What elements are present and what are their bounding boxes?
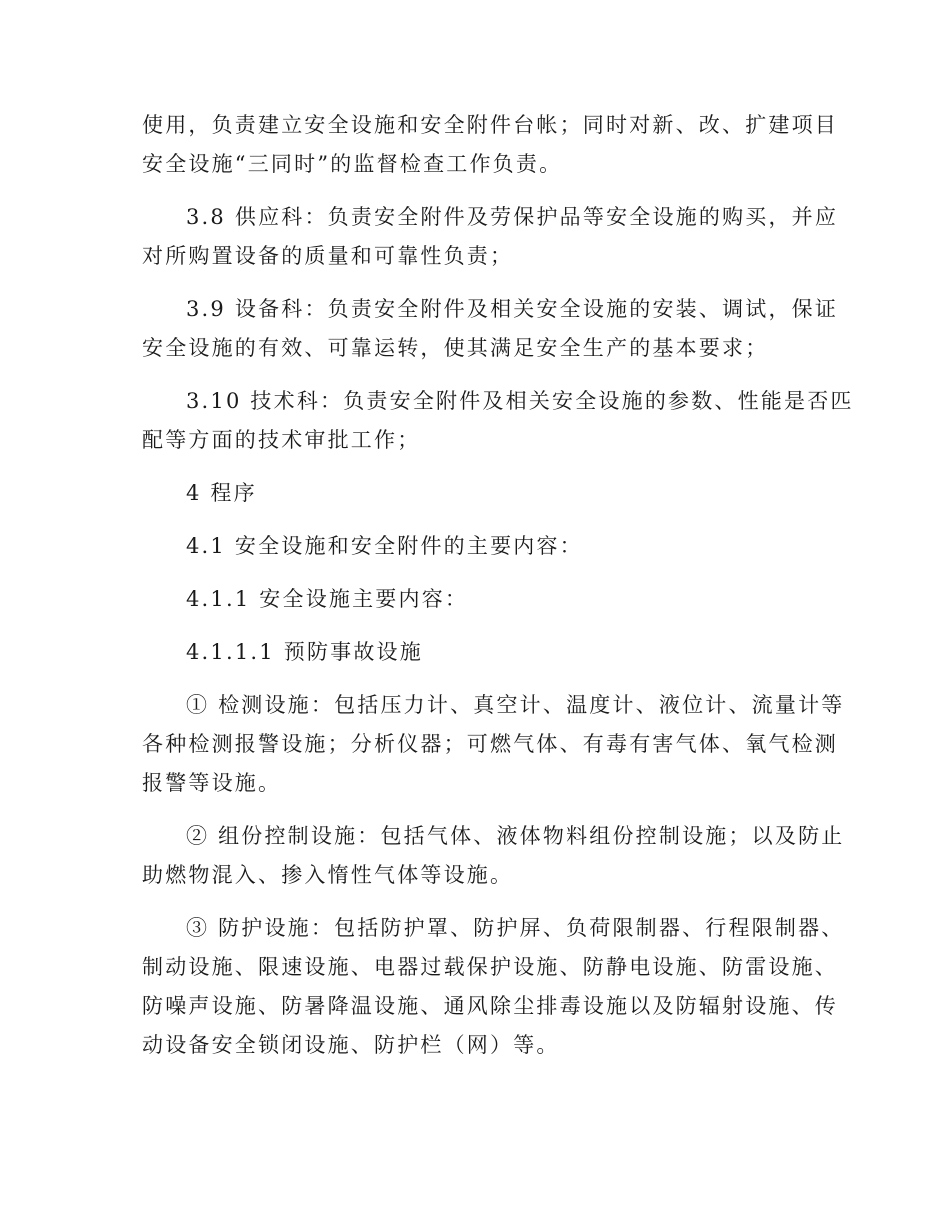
paragraph-intro [142,106,838,184]
text-line: 助燃物混入、掺入惰性气体等设施。 [142,863,514,887]
text-line: 4.1 安全设施和安全附件的主要内容： [186,534,583,558]
text-line: 防噪声设施、防暑降温设施、通风除尘排毒设施以及防辐射设施、传 [142,994,838,1018]
text-line: ③ 防护设施：包括防护罩、防护屏、负荷限制器、行程限制器、 [186,916,845,940]
paragraph-3-9 [142,290,839,368]
text-line: 3.10 技术科：负责安全附件及相关安全设施的参数、性能是否匹 [186,389,854,413]
text-line: 制动设施、限速设施、电器过载保护设施、防静电设施、防雷设施、 [142,955,838,979]
text-line: 安全设施“三同时”的监督检查工作负责。 [142,152,563,176]
section-heading-4-1-1 [142,580,810,619]
text-line: 3.9 设备科：负责安全附件及相关安全设施的安装、调试，保证 [186,297,839,321]
text-line: 4 程序 [186,481,257,505]
text-line: 动设备安全锁闭设施、防护栏（网）等。 [142,1033,560,1057]
text-line: 对所购置设备的质量和可靠性负责； [142,244,514,268]
section-heading-4-1 [142,527,810,566]
text-line: 各种检测报警设施；分析仪器；可燃气体、有毒有害气体、氧气检测 [142,732,838,756]
list-item-protection [142,909,845,1065]
paragraph-3-10 [142,382,854,460]
section-heading-4-1-1-1 [142,633,810,672]
paragraph-3-8 [142,198,839,276]
text-line: 4.1.1.1 预防事故设施 [186,640,423,664]
section-heading-4 [142,474,810,513]
document-page [142,106,854,1065]
text-line: 4.1.1 安全设施主要内容： [186,587,469,611]
text-line: 安全设施的有效、可靠运转，使其满足安全生产的基本要求； [142,336,769,360]
text-line: 报警等设施。 [142,771,282,795]
text-line: ① 检测设施：包括压力计、真空计、温度计、液位计、流量计等 [186,693,845,717]
list-item-detection [142,686,845,803]
text-line: 配等方面的技术审批工作； [142,428,421,452]
text-line: ② 组份控制设施：包括气体、液体物料组份控制设施；以及防止 [186,824,845,848]
text-line: 使用，负责建立安全设施和安全附件台帐；同时对新、改、扩建项目 [142,113,838,137]
list-item-composition-control [142,817,845,895]
text-line: 3.8 供应科：负责安全附件及劳保护品等安全设施的购买，并应 [186,205,839,229]
